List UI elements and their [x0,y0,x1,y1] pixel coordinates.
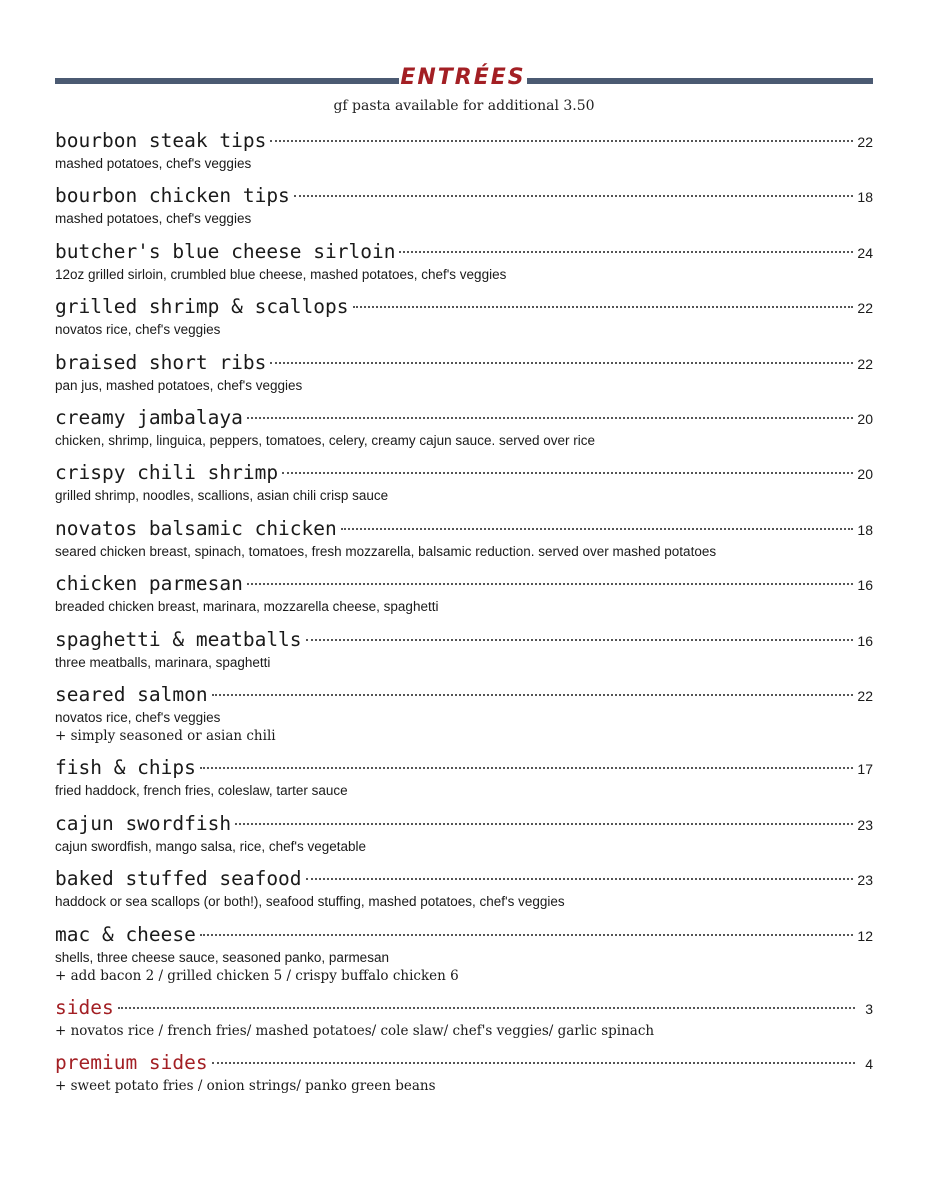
item-price: 16 [857,632,873,649]
section-subtitle: gf pasta available for additional 3.50 [333,98,595,114]
menu-item [55,404,873,459]
item-price: 23 [857,872,873,889]
item-description: novatos rice, chef's veggies [55,322,221,338]
menu-item [55,921,873,995]
menu-item [55,459,873,514]
item-name: crispy chili shrimp [55,461,279,485]
item-option-note: + add bacon 2 / grilled chicken 5 / crispy buffalo chicken 6 [55,967,459,984]
item-description: three meatballs, marinara, spaghetti [55,654,271,670]
menu-item [55,681,873,755]
item-price: 22 [857,355,873,372]
dot-leader [200,934,854,936]
dot-leader [235,823,853,825]
item-description: shells, three cheese sauce, seasoned panko, parmesan [55,949,389,965]
menu-item [55,810,873,865]
menu-item [55,182,873,237]
item-name: spaghetti & meatballs [55,627,302,651]
menu-item [55,626,873,681]
item-name: chicken parmesan [55,572,243,596]
menu-item [55,127,873,182]
item-price: 17 [857,761,873,778]
menu-item [55,865,873,920]
item-price: 20 [857,410,873,427]
item-price: 22 [857,687,873,704]
dot-leader [247,417,854,419]
item-description: haddock or sea scallops (or both!), seafood stuffing, mashed potatoes, chef's veggies [55,894,565,910]
sides-name: sides [55,996,114,1020]
section-header [55,62,873,96]
item-description: mashed potatoes, chef's veggies [55,156,252,171]
item-name: braised short ribs [55,350,267,374]
item-name: grilled shrimp & scallops [55,295,349,319]
dot-leader [270,140,853,142]
item-name: mac & cheese [55,922,196,946]
sides-options: + novatos rice / french fries/ mashed potatoes/ cole slaw/ chef's veggies/ garlic spinach [55,1023,655,1040]
item-name: seared salmon [55,682,208,706]
menu-item [55,570,873,625]
menu-item-list [55,127,873,1105]
dot-leader [212,1062,855,1064]
menu-item [55,349,873,404]
menu-item [55,238,873,293]
menu-page [55,0,873,1200]
item-price: 20 [857,466,873,483]
sides-price: 3 [865,1001,873,1018]
item-description: cajun swordfish, mango salsa, rice, chef's vegetable [55,838,366,854]
dot-leader [306,878,854,880]
item-price: 22 [857,134,873,150]
dot-leader [270,362,853,364]
header-rule-right [527,78,873,84]
item-description: novatos rice, chef's veggies [55,709,221,725]
dot-leader [353,306,854,308]
item-name: bourbon chicken tips [55,184,290,208]
dot-leader [294,195,854,197]
item-price: 22 [857,300,873,317]
item-price: 24 [857,244,873,261]
dot-leader [118,1007,855,1009]
item-name: bourbon steak tips [55,129,267,152]
item-name: cajun swordfish [55,811,232,835]
dot-leader [200,767,854,769]
item-name: fish & chips [55,756,196,780]
item-description: fried haddock, french fries, coleslaw, tarter sauce [55,783,348,799]
item-description: mashed potatoes, chef's veggies [55,211,252,227]
dot-leader [247,583,854,585]
dot-leader [399,251,853,253]
sides-item [55,994,873,1049]
item-name: butcher's blue cheese sirloin [55,239,396,263]
menu-item [55,293,873,348]
menu-item [55,754,873,809]
premium-sides-name: premium sides [55,1051,208,1075]
dot-leader [212,694,854,696]
item-description: 12oz grilled sirloin, crumbled blue cheese, mashed potatoes, chef's veggies [55,266,507,282]
item-price: 23 [857,816,873,833]
item-price: 18 [857,521,873,538]
item-description: seared chicken breast, spinach, tomatoes, fresh mozzarella, balsamic reduction. served over mashed potatoes [55,543,717,559]
item-description: breaded chicken breast, marinara, mozzarella cheese, spaghetti [55,599,439,615]
item-description: pan jus, mashed potatoes, chef's veggies [55,377,303,393]
item-name: novatos balsamic chicken [55,516,337,540]
header-rule-left [55,78,399,84]
item-price: 12 [857,927,873,944]
menu-item [55,515,873,570]
premium-sides-item [55,1049,873,1104]
item-name: baked stuffed seafood [55,867,302,891]
item-option-note: + simply seasoned or asian chili [55,727,276,744]
item-description: grilled shrimp, noodles, scallions, asian chili crisp sauce [55,488,389,504]
dot-leader [306,639,854,641]
item-price: 16 [857,577,873,594]
dot-leader [341,528,854,530]
item-name: creamy jambalaya [55,405,243,429]
section-title: ENTRÉES [400,65,526,90]
dot-leader [282,472,853,474]
item-description: chicken, shrimp, linguica, peppers, tomatoes, celery, creamy cajun sauce. served over rice [55,432,595,448]
premium-sides-price: 4 [865,1056,873,1073]
premium-sides-options: + sweet potato fries / onion strings/ panko green beans [55,1078,436,1095]
item-price: 18 [857,189,873,206]
